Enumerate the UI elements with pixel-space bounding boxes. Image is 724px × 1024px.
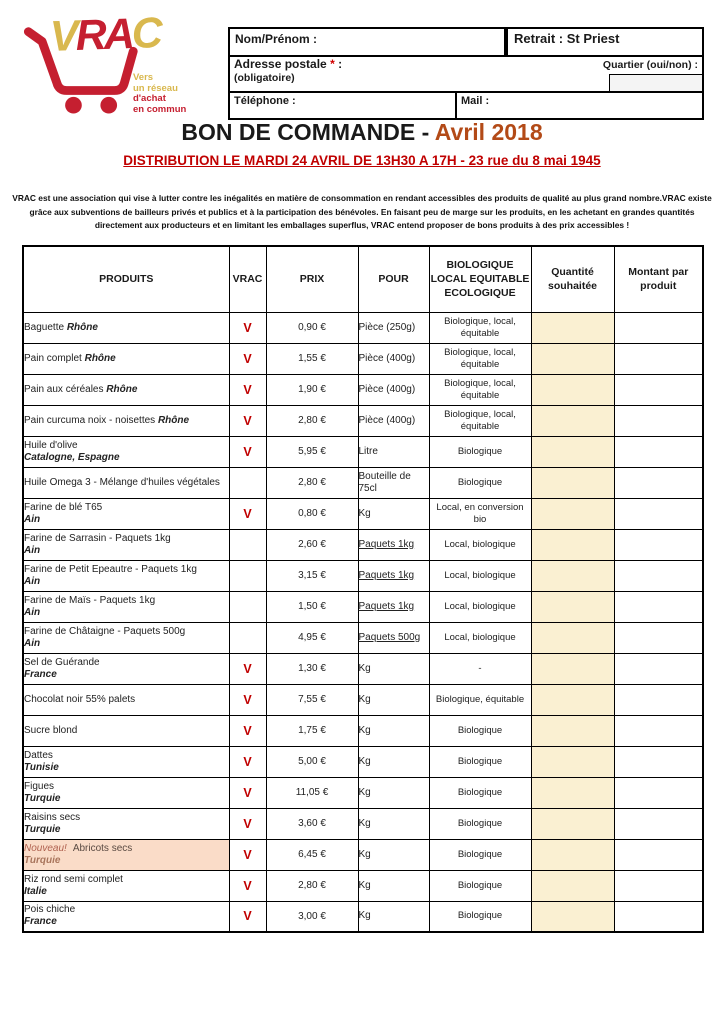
product-cell: [23, 374, 229, 405]
product-cell: [23, 436, 229, 467]
mandatory-note: (obligatoire): [234, 71, 295, 84]
table-row: [23, 374, 703, 405]
district-label: Quartier (oui/non) :: [602, 59, 698, 71]
price-cell: 1,90 €: [266, 374, 358, 405]
price-cell: 1,55 €: [266, 343, 358, 374]
vrac-logo: [20, 9, 225, 118]
product-name: Sel de Guérande: [24, 656, 100, 668]
product-origin: Ain: [24, 606, 41, 618]
labels-cell: Local, biologique: [429, 529, 531, 560]
table-row: [23, 870, 703, 901]
amount-input-cell[interactable]: [614, 808, 703, 839]
amount-input-cell[interactable]: [614, 715, 703, 746]
table-row: [23, 901, 703, 932]
labels-cell: Biologique: [429, 901, 531, 932]
quantity-input-cell[interactable]: [531, 653, 614, 684]
column-header-labels: BIOLOGIQUE LOCAL EQUITABLE ECOLOGIQUE: [429, 246, 531, 312]
product-cell: [23, 591, 229, 622]
amount-input-cell[interactable]: [614, 746, 703, 777]
price-cell: 4,95 €: [266, 622, 358, 653]
price-cell: 1,75 €: [266, 715, 358, 746]
quantity-input-cell[interactable]: [531, 343, 614, 374]
amount-input-cell[interactable]: [614, 839, 703, 870]
price-cell: 2,80 €: [266, 405, 358, 436]
product-origin: Turquie: [24, 823, 61, 835]
labels-cell: Biologique: [429, 746, 531, 777]
amount-input-cell[interactable]: [614, 529, 703, 560]
product-origin: Ain: [24, 544, 41, 556]
product-cell: [23, 777, 229, 808]
labels-cell: Biologique: [429, 467, 531, 498]
table-row: [23, 560, 703, 591]
labels-cell: Biologique, local, équitable: [429, 343, 531, 374]
unit-cell: Kg: [358, 808, 429, 839]
product-origin: Catalogne, Espagne: [24, 451, 120, 463]
vrac-mark: [229, 622, 266, 653]
labels-cell: Local, biologique: [429, 622, 531, 653]
unit-cell: Paquets 500g: [358, 622, 429, 653]
product-cell: [23, 405, 229, 436]
unit-cell: Kg: [358, 715, 429, 746]
quantity-input-cell[interactable]: [531, 405, 614, 436]
price-cell: 0,80 €: [266, 498, 358, 529]
product-origin: Ain: [24, 637, 41, 649]
table-row: [23, 622, 703, 653]
amount-input-cell[interactable]: [614, 374, 703, 405]
address-field[interactable]: Adresse postale * : (obligatoire) Quartier (oui/non) :: [228, 57, 704, 93]
pickup-location-field: [506, 27, 704, 57]
vrac-mark: V: [229, 312, 266, 343]
product-name: Abricots secs: [72, 842, 133, 854]
product-cell: [23, 343, 229, 374]
district-input[interactable]: [609, 74, 702, 91]
table-row: [23, 467, 703, 498]
table-row: [23, 653, 703, 684]
product-region: Rhône: [81, 352, 116, 364]
vrac-mark: V: [229, 901, 266, 932]
product-name: Farine de Châtaigne - Paquets 500g: [24, 625, 186, 637]
quantity-input-cell[interactable]: [531, 777, 614, 808]
product-name: Farine de Petit Epeautre - Paquets 1kg: [24, 563, 197, 575]
price-cell: 11,05 €: [266, 777, 358, 808]
product-origin: Ain: [24, 575, 41, 587]
table-row: [23, 777, 703, 808]
product-cell: [23, 746, 229, 777]
vrac-mark: [229, 529, 266, 560]
labels-cell: -: [429, 653, 531, 684]
product-cell: [23, 870, 229, 901]
product-cell: [23, 715, 229, 746]
unit-cell: Kg: [358, 839, 429, 870]
phone-label: Téléphone :: [234, 95, 296, 107]
price-cell: 2,80 €: [266, 870, 358, 901]
product-region: Rhône: [155, 414, 190, 426]
price-cell: 6,45 €: [266, 839, 358, 870]
order-table: [22, 245, 704, 933]
labels-cell: Biologique: [429, 870, 531, 901]
unit-cell: Paquets 1kg: [358, 529, 429, 560]
unit-cell: Paquets 1kg: [358, 591, 429, 622]
vrac-mark: V: [229, 746, 266, 777]
product-cell: [23, 312, 229, 343]
vrac-mark: [229, 591, 266, 622]
unit-cell: Paquets 1kg: [358, 560, 429, 591]
column-header-produits: PRODUITS: [23, 246, 229, 312]
product-region: Rhône: [103, 383, 138, 395]
price-cell: 3,15 €: [266, 560, 358, 591]
vrac-mark: V: [229, 436, 266, 467]
price-cell: 2,60 €: [266, 529, 358, 560]
quantity-input-cell[interactable]: [531, 529, 614, 560]
table-row: [23, 529, 703, 560]
quantity-input-cell[interactable]: [531, 591, 614, 622]
price-cell: 0,90 €: [266, 312, 358, 343]
product-name: Huile d'olive: [24, 439, 78, 451]
unit-cell: Pièce (400g): [358, 343, 429, 374]
amount-input-cell[interactable]: [614, 622, 703, 653]
quantity-input-cell[interactable]: [531, 746, 614, 777]
column-header-pour: POUR: [358, 246, 429, 312]
unit-cell: Kg: [358, 746, 429, 777]
quantity-input-cell[interactable]: [531, 436, 614, 467]
product-cell: [23, 560, 229, 591]
unit-cell: Kg: [358, 684, 429, 715]
table-row: [23, 405, 703, 436]
vrac-mark: V: [229, 777, 266, 808]
column-header-montant: Montant par produit: [614, 246, 703, 312]
vrac-mark: V: [229, 343, 266, 374]
vrac-mark: V: [229, 653, 266, 684]
product-name: Baguette: [24, 321, 65, 333]
name-field[interactable]: [228, 27, 506, 57]
vrac-mark: V: [229, 684, 266, 715]
product-origin: France: [24, 668, 57, 680]
mail-field[interactable]: [457, 93, 702, 118]
table-row: [23, 312, 703, 343]
amount-input-cell[interactable]: [614, 653, 703, 684]
vrac-mark: V: [229, 405, 266, 436]
labels-cell: Biologique: [429, 777, 531, 808]
address-label: Adresse postale: [234, 57, 327, 71]
amount-input-cell[interactable]: [614, 591, 703, 622]
product-name: Figues: [24, 780, 55, 792]
product-name: Pain curcuma noix - noisettes: [24, 414, 156, 426]
price-cell: 5,00 €: [266, 746, 358, 777]
page-title: BON DE COMMANDE - Avril 2018: [181, 119, 543, 145]
product-name: Farine de Maïs - Paquets 1kg: [24, 594, 156, 606]
product-region: Rhône: [64, 321, 98, 333]
vrac-mark: V: [229, 839, 266, 870]
unit-cell: Pièce (400g): [358, 405, 429, 436]
quantity-input-cell[interactable]: [531, 498, 614, 529]
price-cell: 1,50 €: [266, 591, 358, 622]
product-origin: Italie: [24, 885, 47, 897]
labels-cell: Biologique, équitable: [429, 684, 531, 715]
new-badge: Nouveau!: [24, 842, 67, 854]
labels-cell: Biologique: [429, 808, 531, 839]
name-label: Nom/Prénom :: [235, 32, 318, 46]
amount-input-cell[interactable]: [614, 777, 703, 808]
quantity-input-cell[interactable]: [531, 622, 614, 653]
product-cell: [23, 901, 229, 932]
product-name: Raisins secs: [24, 811, 81, 823]
column-header-vrac: VRAC: [229, 246, 266, 312]
vrac-mark: V: [229, 808, 266, 839]
unit-cell: Pièce (400g): [358, 374, 429, 405]
table-row: [23, 808, 703, 839]
product-cell: [23, 529, 229, 560]
mail-label: Mail :: [461, 95, 490, 107]
amount-input-cell[interactable]: [614, 684, 703, 715]
unit-cell: Kg: [358, 777, 429, 808]
product-name: Pois chiche: [24, 904, 76, 916]
table-row: [23, 436, 703, 467]
unit-cell: Kg: [358, 901, 429, 932]
product-name: Chocolat noir 55% palets: [24, 693, 136, 705]
product-origin: Turquie: [24, 792, 61, 804]
required-asterisk: *: [330, 57, 335, 71]
vrac-mark: [229, 467, 266, 498]
table-row: [23, 343, 703, 374]
unit-cell: Pièce (250g): [358, 312, 429, 343]
labels-cell: Biologique, local, équitable: [429, 312, 531, 343]
product-cell: [23, 467, 229, 498]
quantity-input-cell[interactable]: [531, 312, 614, 343]
quantity-input-cell[interactable]: [531, 715, 614, 746]
title-month: Avril 2018: [434, 119, 543, 145]
amount-input-cell[interactable]: [614, 312, 703, 343]
intro-paragraph: VRAC est une association qui vise à lutter contre les inégalités en matière de consommation en rendant accessibles des produits de qualité au plus grand nombre.VRAC existe grâce aux subventions de bailleurs privés et publics et à la participation des bénévoles. En faisant peu de marge sur les produits, en les achetant en grandes quantités directement aux producteurs et en limitant les emballages superflus, VRAC entend proposer de bons produits à des prix accessibles !: [12, 193, 712, 231]
product-name: Farine de Sarrasin - Paquets 1kg: [24, 532, 171, 544]
vrac-mark: [229, 560, 266, 591]
vrac-mark: V: [229, 374, 266, 405]
amount-input-cell[interactable]: [614, 405, 703, 436]
labels-cell: Biologique: [429, 839, 531, 870]
price-cell: 1,30 €: [266, 653, 358, 684]
labels-cell: Biologique: [429, 436, 531, 467]
unit-cell: Kg: [358, 498, 429, 529]
vrac-mark: V: [229, 870, 266, 901]
quantity-input-cell[interactable]: [531, 808, 614, 839]
pickup-location-label: Retrait : St Priest: [514, 31, 620, 46]
table-row: [23, 715, 703, 746]
price-cell: 7,55 €: [266, 684, 358, 715]
price-cell: 3,60 €: [266, 808, 358, 839]
product-cell: [23, 839, 229, 870]
amount-input-cell[interactable]: [614, 436, 703, 467]
column-header-prix: PRIX: [266, 246, 358, 312]
amount-input-cell[interactable]: [614, 560, 703, 591]
product-origin: Ain: [24, 513, 41, 525]
quantity-input-cell[interactable]: [531, 467, 614, 498]
amount-input-cell[interactable]: [614, 498, 703, 529]
table-row: [23, 839, 703, 870]
product-name: Pain aux céréales: [24, 383, 104, 395]
quantity-input-cell[interactable]: [531, 901, 614, 932]
product-name: Riz rond semi complet: [24, 873, 123, 885]
distribution-notice: DISTRIBUTION LE MARDI 24 AVRIL DE 13H30 A 17H - 23 rue du 8 mai 1945: [123, 153, 601, 168]
quantity-input-cell[interactable]: [531, 684, 614, 715]
table-header-row: [23, 246, 703, 312]
unit-cell: Kg: [358, 653, 429, 684]
quantity-input-cell[interactable]: [531, 374, 614, 405]
amount-input-cell[interactable]: [614, 467, 703, 498]
logo-tagline: [133, 73, 186, 116]
unit-cell: Bouteille de 75cl: [358, 467, 429, 498]
vrac-mark: V: [229, 498, 266, 529]
labels-cell: Local, biologique: [429, 591, 531, 622]
column-header-quantite: Quantité souhaitée: [531, 246, 614, 312]
table-row: [23, 746, 703, 777]
product-origin: Turquie: [24, 854, 61, 866]
tagline-line: en commun: [133, 103, 187, 115]
labels-cell: Biologique, local, équitable: [429, 374, 531, 405]
product-cell: [23, 684, 229, 715]
table-row: [23, 498, 703, 529]
phone-field[interactable]: [230, 93, 457, 118]
tagline-line: Vers: [133, 72, 154, 83]
labels-cell: Biologique: [429, 715, 531, 746]
amount-input-cell[interactable]: [614, 901, 703, 932]
price-cell: 2,80 €: [266, 467, 358, 498]
header-form: [228, 27, 704, 120]
tagline-line: d'achat: [133, 93, 166, 105]
product-name: Huile Omega 3 - Mélange d'huiles végétales: [24, 476, 220, 488]
product-cell: [23, 653, 229, 684]
amount-input-cell[interactable]: [614, 343, 703, 374]
labels-cell: Biologique, local, équitable: [429, 405, 531, 436]
price-cell: 3,00 €: [266, 901, 358, 932]
quantity-input-cell[interactable]: [531, 560, 614, 591]
unit-cell: Litre: [358, 436, 429, 467]
brand-word: VRAC: [49, 9, 161, 61]
unit-cell: Kg: [358, 870, 429, 901]
product-cell: [23, 498, 229, 529]
product-cell: [23, 622, 229, 653]
labels-cell: Local, en conversion bio: [429, 498, 531, 529]
vrac-mark: V: [229, 715, 266, 746]
product-origin: France: [24, 916, 57, 928]
product-name: Farine de blé T65: [24, 501, 103, 513]
tagline-line: un réseau: [133, 82, 178, 94]
product-name: Sucre blond: [24, 724, 78, 736]
product-name: Dattes: [24, 749, 53, 761]
price-cell: 5,95 €: [266, 436, 358, 467]
quantity-input-cell[interactable]: [531, 839, 614, 870]
labels-cell: Local, biologique: [429, 560, 531, 591]
table-row: [23, 684, 703, 715]
quantity-input-cell[interactable]: [531, 870, 614, 901]
product-origin: Tunisie: [24, 761, 59, 773]
amount-input-cell[interactable]: [614, 870, 703, 901]
product-name: Pain complet: [24, 352, 82, 364]
table-row: [23, 591, 703, 622]
product-cell: [23, 808, 229, 839]
